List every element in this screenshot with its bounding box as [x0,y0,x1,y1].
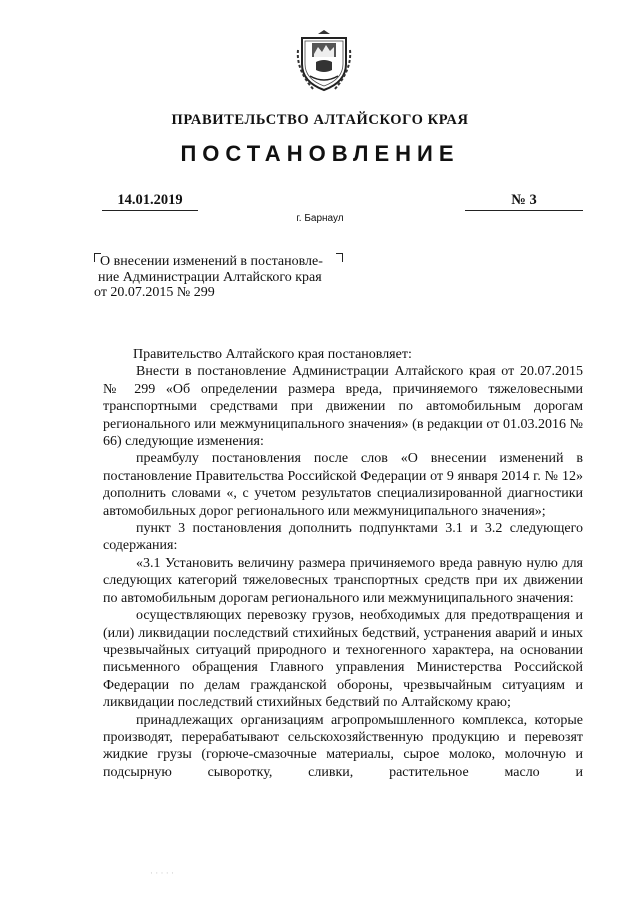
subject-line: ние Администрации Алтайского края [98,269,322,285]
document-number: № 3 [465,192,583,211]
body-paragraph: осуществляющих перевозку грузов, необходимых для предотвращения и (или) ликвидации последствий стихийных бедствий, устранения аварий и иных чрезвычайных ситуаций природного и техногенного характера, на основании письменного обращения Главного управления Министерства Российской Федерации по делам гражданской обороны, чрезвычайным ситуациям и ликвидации последствий стихийных бедствий по Алтайскому краю; [103,608,583,711]
body-paragraph: Правительство Алтайского края постановляет: [133,347,412,362]
subject-line: О внесении изменений в постановле- [100,254,323,269]
body-paragraph: «3.1 Установить величину размера причиняемого вреда равную нулю для следующих категорий тяжеловесных транспортных средств при их движении по автомобильным дорогам регионального или межмуниципального значения: [103,555,583,606]
document-type-title: ПОСТАНОВЛЕНИЕ [180,141,460,166]
organization-title: ПРАВИТЕЛЬСТВО АЛТАЙСКОГО КРАЯ [171,112,469,128]
body-paragraph: пункт 3 постановления дополнить подпунктами 3.1 и 3.2 следующего содержания: [103,521,583,554]
document-date: 14.01.2019 [102,192,198,211]
altai-coat-of-arms-icon [296,30,352,94]
subject-line: от 20.07.2015 № 299 [94,285,215,300]
document-body [103,346,583,781]
body-paragraph: Внести в постановление Администрации Алтайского края от 20.07.2015 № 299 «Об определении размера вреда, причиняемого тяжеловесными транспортными средствами при движении по автомобильным дорогам регионального или межмуниципального значения» (в редакции от 01.03.2016 № 66) следующие изменения: [103,364,583,450]
document-subject [94,254,354,301]
body-paragraph: преамбулу постановления после слов «О внесении изменений в постановление Правительства Российской Федерации от 9 января 2014 г. № 12» дополнить словами «, с учетом результатов специализированной диагностики автомобильных дорог регионального или межмуниципального значения»; [103,451,583,519]
body-paragraph: принадлежащих организациям агропромышленного комплекса, которые производят, перерабатывают сельскохозяйственную продукцию и перевозят жидкие грузы (горюче-смазочные материалы, сырое молоко, молочную и подсырную сыворотку, сливки, растительное масло и [103,712,583,780]
issuing-city: г. Барнаул [296,213,344,224]
page-smudge: · · · · · [150,868,174,878]
